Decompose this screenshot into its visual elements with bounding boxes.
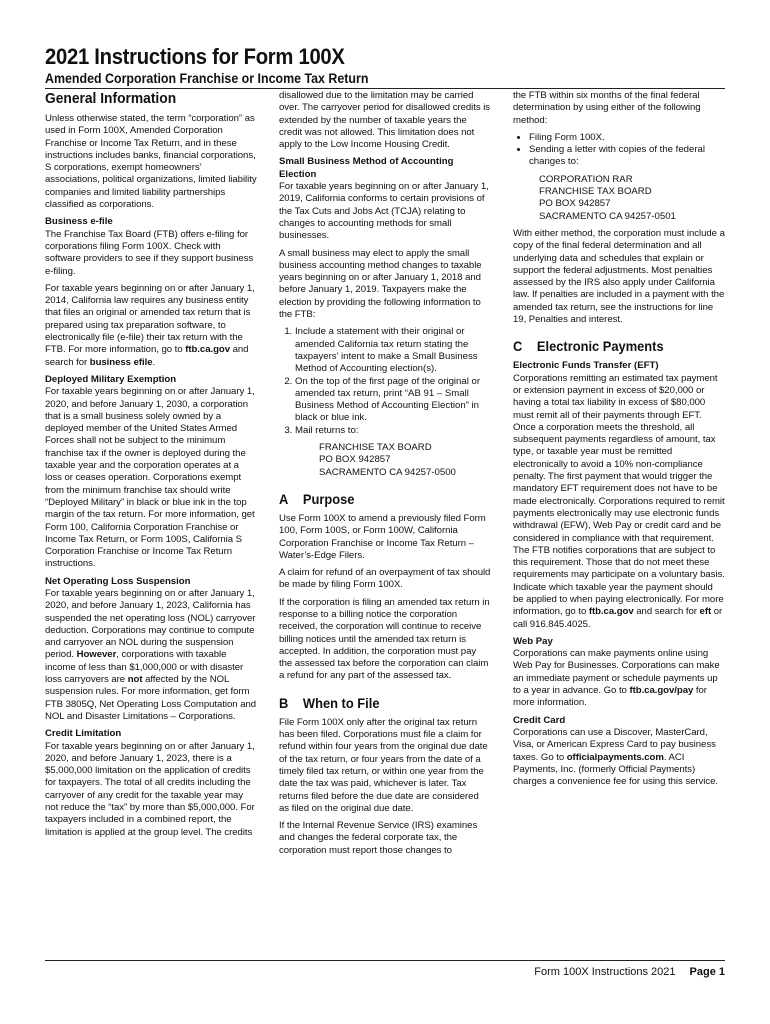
sbm-paragraph-2: A small business may elect to apply the small business accounting method changes to taxable years beginning on or after January 1, 2018 and before January 1, 2019. Taxpayers make the election by providing the following information to the FTB:	[279, 247, 482, 321]
when-to-file-paragraph-1: File Form 100X only after the original tax return has been filed. Corporations must file a claim for refund within four years from the original due date of the tax return, or four years from the date of a timely filed tax return, or within one year from the date the tax was paid, whichever is later. Tax returns filed before the due date are considered as filed on the original due date.	[279, 716, 488, 814]
subheading-credit-card: Credit Card	[513, 714, 566, 726]
section-heading-purpose	[279, 491, 474, 507]
sbm-steps-list	[279, 326, 491, 437]
credit-card-text: Corporations can use a Discover, MasterCard, Visa, or American Express Card to pay business taxes. Go to	[513, 726, 716, 763]
section-title: When to File	[302, 694, 380, 711]
rar-mailing-address	[539, 174, 725, 223]
ftb-link[interactable]: ftb.ca.gov	[185, 344, 230, 356]
section-letter: B	[279, 694, 289, 711]
address-line: SACRAMENTO CA 94257-0501	[539, 210, 676, 222]
subheading-credit-limitation: Credit Limitation	[45, 728, 122, 740]
subheading-deployed-military: Deployed Military Exemption	[45, 373, 177, 385]
subheading-web-pay: Web Pay	[513, 635, 553, 647]
list-item: 1. Include a statement with their original or amended California tax return stating the taxpayers’ intent to make a Small Business Method of Accounting election(s).	[295, 326, 491, 375]
address-line: PO BOX 942857	[319, 454, 391, 466]
eft-text: and search for	[633, 606, 700, 618]
subheading-eft: Electronic Funds Transfer (EFT)	[513, 360, 659, 372]
eft-text: Corporations remitting an estimated tax payment or extension payment in excess of $20,000 or having a total tax liability in excess of $80,000 must remit all of their payments through EFT. Once a corporation meets the threshold, all subsequent payments regardless of amount, tax type, or taxable year must be remitted electronically to avoid a 10% non-compliance penalty. The first payment that would trigger the mandatory EFT requirement does not have to be made electronically. Corporations required to remit payments electronically may use electronic funds withdrawal (EFW), Web Pay or credit card and be considered in compliance with that requirement. The FTB notifies corporations that are subject to this requirement. Those that do not meet these requirements may participate on a voluntary basis. Indicate which taxable year the payment should be applied to when paying electronically. For more information, go to	[513, 372, 725, 618]
list-item: 2. On the top of the first page of the original or amended tax return, print “AB 91 – Small Business Method of Accounting Election” in black or blue ink.	[295, 376, 491, 425]
address-line: CORPORATION RAR	[539, 173, 633, 185]
page-subtitle: Amended Corporation Franchise or Income Tax Return	[45, 71, 369, 86]
efile-text: For taxable years beginning on or after January 1, 2014, California law requires any business entity that files an original or amended tax return that is prepared using tax preparation software, to electronically file (e-file) their tax return with the FTB. For more information, go to	[45, 282, 255, 356]
nol-text: For taxable years beginning on or after January 1, 2020, and before January 1, 2023, California has suspended the net operating loss (NOL) carryover deduction. Corporations may continue to compute and carryover an NOL during the suspension period.	[45, 587, 256, 661]
continued-paragraph: disallowed due to the limitation may be carried over. The carryover period for disallowed credits is extended by the number of taxable years the credit was not allowed. This limitation does not apply to the Low Income Housing Credit.	[279, 90, 491, 151]
credit-card-paragraph	[513, 727, 725, 788]
footer-rule	[45, 960, 725, 961]
address-line: SACRAMENTO CA 94257-0500	[319, 466, 456, 478]
address-line: FRANCHISE TAX BOARD	[319, 442, 432, 454]
purpose-paragraph-1: Use Form 100X to amend a previously filed Form 100, Form 100S, or Form 100W, California Corporation Franchise or Income Tax Return – Water’s-Edge Filers.	[279, 512, 486, 561]
web-pay-paragraph	[513, 648, 725, 709]
column-2	[279, 90, 491, 862]
credit-paragraph: For taxable years beginning on or after January 1, 2020, and before January 1, 2023, there is a $5,000,000 limitation on the application of credits for taxpayers. The total of all credits including the carryover of any credit for the taxable year may not reduce the “tax” by more than $5,000,000. For taxpayers included in a combined report, the limitation is applied at the group level. The credits	[45, 740, 255, 838]
nol-text: affected by the NOL suspension rules. For more information, get form FTB 3805Q, Net Operating Loss Computation and NOL and Disaster Limitations – Corporations.	[45, 674, 257, 722]
purpose-paragraph-2: A claim for refund of an overpayment of tax should be made by filing Form 100X.	[279, 567, 491, 591]
efile-text: and search for	[45, 344, 249, 368]
section-heading-when-to-file	[279, 695, 474, 711]
official-payments-link[interactable]: officialpayments.com	[566, 751, 664, 763]
search-term: eft	[699, 606, 712, 618]
section-title: Purpose	[302, 490, 355, 507]
subheading-nol-suspension: Net Operating Loss Suspension	[45, 575, 191, 587]
subheading-small-business-method: Small Business Method of Accounting Election	[279, 156, 454, 180]
eft-paragraph	[513, 373, 725, 631]
purpose-paragraph-3: If the corporation is filing an amended tax return in response to a billing notice the corporation received, the corporation will continue to receive billing notices until the amended tax return is accepted. In addition, the corporation must pay the assessed tax before the corporation can claim a refund for any part of the assessed tax.	[279, 596, 490, 682]
efile-paragraph-2	[45, 283, 257, 369]
intro-paragraph: Unless otherwise stated, the term “corporation” as used in Form 100X, Amended Corporation Franchise or Income Tax Return, and in these instructions includes banks, financial corporations, S corporations, exempt homeowners’ associations, political organizations, limited liability companies and limited liability partnerships classified as corporations.	[45, 113, 257, 211]
web-pay-text: for more information.	[513, 685, 707, 709]
column-1	[45, 90, 257, 844]
address-line: FRANCHISE TAX BOARD	[539, 186, 652, 198]
footer-label: Form 100X Instructions 2021	[534, 966, 676, 978]
list-item: • Sending a letter with copies of the federal changes to:	[529, 144, 725, 169]
address-line: PO BOX 942857	[539, 198, 611, 210]
sbm-paragraph-1: For taxable years beginning on or after January 1, 2019, California conforms to certain provisions of the Tax Cuts and Jobs Act (TCJA) relating to changes to accounting methods for small businesses.	[279, 181, 489, 242]
ftb-link[interactable]: ftb.ca.gov	[588, 606, 634, 618]
subheading-business-efile: Business e-file	[45, 216, 113, 228]
list-item: 3. Mail returns to:	[295, 425, 491, 437]
page-title: 2021 Instructions for Form 100X	[45, 44, 345, 69]
continued-paragraph: the FTB within six months of the final federal determination by using either of the following method:	[513, 90, 701, 126]
mailing-address	[319, 442, 491, 479]
section-letter: A	[279, 490, 289, 507]
header-rule	[45, 88, 725, 89]
method-bullets	[513, 132, 725, 169]
credit-card-text: . ACI Payments, Inc. (formerly Official Payments) charges a convenience fee for using this service.	[513, 751, 718, 788]
section-title: Electronic Payments	[536, 338, 664, 355]
eft-text: or call 916.845.4025.	[513, 606, 723, 630]
web-pay-text: Corporations can make payments online using Web Pay for Businesses. Corporations can make an immediate payment or schedule payments up to a year in advance. Go to	[513, 648, 720, 697]
nol-paragraph	[45, 588, 257, 723]
page-footer	[534, 966, 725, 978]
ftb-pay-link[interactable]: ftb.ca.gov/pay	[629, 685, 694, 697]
efile-text: .	[152, 356, 156, 368]
section-heading-general-information: General Information	[45, 90, 177, 107]
nol-emphasis: However	[76, 649, 117, 661]
nol-emphasis: not	[127, 674, 143, 686]
page-number: Page 1	[689, 966, 725, 978]
section-letter: C	[513, 338, 523, 355]
military-paragraph: For taxable years beginning on or after January 1, 2020, and before January 1, 2030, a corporation that is a small business solely owned by a deployed member of the United States Armed Forces shall not be subject to the minimum franchise tax if the owner is deployed during the taxable year and the corporation operates at a loss or ceases operation. Corporations exempt from the minimum franchise tax should write “Deployed Military” in black or blue ink in the top margin of the tax return. For more information, get Form 100, California Corporation Franchise or Income Tax Return, or Form 100S, California S Corporation Franchise or Income Tax Return instructions.	[45, 386, 255, 570]
section-heading-electronic-payments	[513, 338, 708, 354]
efile-paragraph-1: The Franchise Tax Board (FTB) offers e-filing for corporations filing Form 100X. Check with software providers to see if they support business e-filing.	[45, 228, 254, 277]
federal-determination-paragraph: With either method, the corporation must include a copy of the final federal determination and all underlying data and schedules that explain or support the federal adjustments. Most penalties assessed by the IRS also apply under California law. If penalties are included in a payment with the amended tax return, see the instructions for line 19, Penalties and interest.	[513, 227, 725, 326]
list-item: • Filing Form 100X.	[529, 132, 725, 144]
when-to-file-paragraph-2: If the Internal Revenue Service (IRS) examines and changes the federal corporate tax, the corporation must report those changes to	[279, 820, 478, 856]
search-term: business efile	[89, 356, 153, 368]
column-3	[513, 90, 725, 793]
nol-text: , corporations with taxable income of less than $1,000,000 or with disaster loss carryovers are	[45, 649, 244, 686]
